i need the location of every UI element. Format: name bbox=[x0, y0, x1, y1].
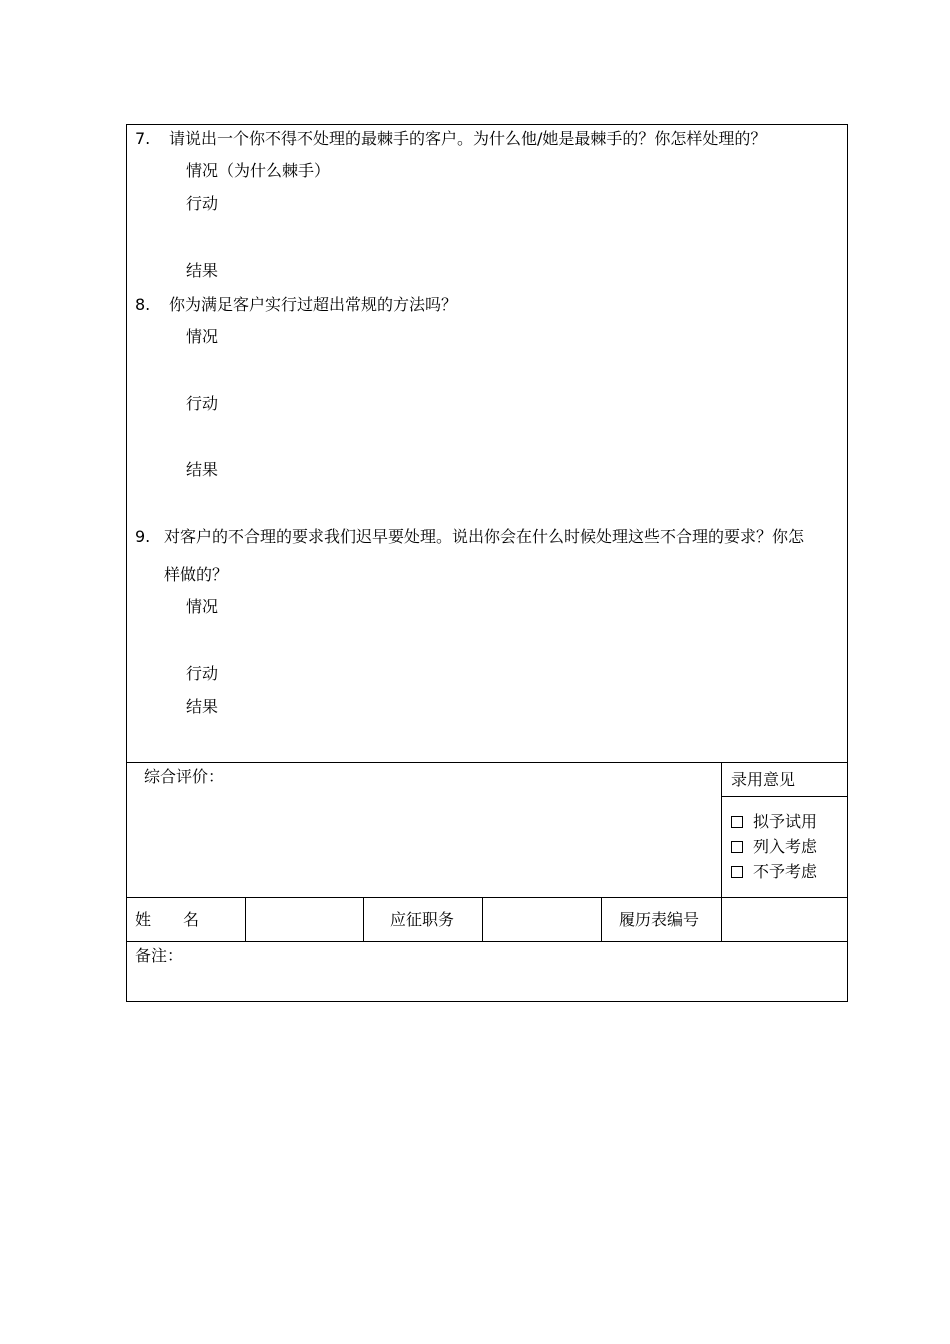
question-8-text: 你为满足客户实行过超出常规的方法吗？ bbox=[169, 295, 458, 314]
question-8-situation-label: 情况 bbox=[186, 327, 219, 346]
info-col-divider-4 bbox=[601, 897, 602, 941]
question-9-action-label: 行动 bbox=[186, 664, 219, 683]
question-9-result-label: 结果 bbox=[186, 697, 219, 716]
question-8-number: 8. bbox=[135, 295, 151, 314]
question-7-action-label: 行动 bbox=[186, 194, 219, 213]
name-label: 姓 名 bbox=[135, 910, 200, 929]
evaluation-column-divider bbox=[721, 762, 722, 898]
info-col-divider-1 bbox=[245, 897, 246, 941]
option-consider-label: 列入考虑 bbox=[753, 837, 818, 856]
question-9-number: 9. bbox=[135, 527, 151, 546]
trial-checkbox[interactable] bbox=[731, 816, 743, 828]
question-9-text-line2: 样做的？ bbox=[164, 565, 229, 584]
section-divider bbox=[126, 762, 848, 763]
overall-evaluation-label: 综合评价： bbox=[144, 767, 225, 786]
option-reject-label: 不予考虑 bbox=[753, 862, 818, 881]
question-7-text: 请说出一个你不得不处理的最棘手的客户。为什么他/她是最棘手的？你怎样处理的？ bbox=[169, 129, 767, 148]
question-8-action-label: 行动 bbox=[186, 394, 219, 413]
question-9-text-line1: 对客户的不合理的要求我们迟早要处理。说出你会在什么时候处理这些不合理的要求？你怎 bbox=[164, 527, 805, 546]
reject-checkbox[interactable] bbox=[731, 866, 743, 878]
name-field[interactable] bbox=[250, 910, 358, 930]
position-label: 应征职务 bbox=[390, 910, 455, 929]
info-col-divider-3 bbox=[482, 897, 483, 941]
question-7-situation-label: 情况（为什么棘手） bbox=[186, 161, 331, 180]
resume-number-field[interactable] bbox=[726, 910, 842, 930]
remarks-field[interactable] bbox=[185, 946, 835, 986]
info-row-top-border bbox=[126, 897, 848, 898]
option-consider-checkbox-row[interactable] bbox=[731, 837, 817, 857]
option-trial-checkbox-row[interactable] bbox=[731, 812, 817, 832]
option-reject-checkbox-row[interactable] bbox=[731, 862, 817, 882]
hiring-opinion-divider bbox=[721, 796, 848, 797]
question-9-situation-label: 情况 bbox=[186, 597, 219, 616]
info-col-divider-2 bbox=[363, 897, 364, 941]
resume-number-label: 履历表编号 bbox=[619, 910, 700, 929]
hiring-opinion-label: 录用意见 bbox=[731, 770, 796, 789]
info-col-divider-5 bbox=[721, 897, 722, 941]
question-8-result-label: 结果 bbox=[186, 460, 219, 479]
consider-checkbox[interactable] bbox=[731, 841, 743, 853]
option-trial-label: 拟予试用 bbox=[753, 812, 818, 831]
remarks-label: 备注： bbox=[135, 946, 184, 965]
info-row-bottom-border bbox=[126, 941, 848, 942]
position-field[interactable] bbox=[487, 910, 595, 930]
question-7-number: 7. bbox=[135, 129, 151, 148]
question-7-result-label: 结果 bbox=[186, 261, 219, 280]
